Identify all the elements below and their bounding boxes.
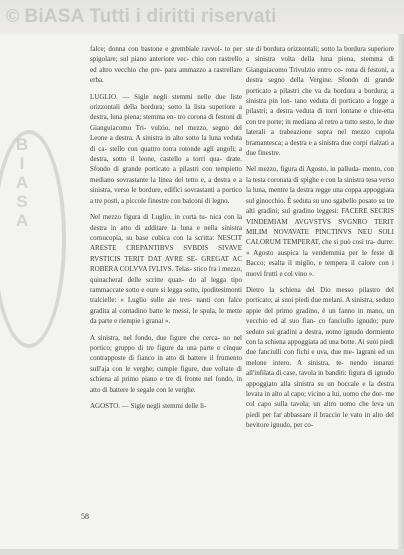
paragraph: falce; donna con bastone e grembiale ravvol- to per spigolare; sul piano anteriore vec- chio con rastrello ed altro vecchio che pre- para ammazzo a rastrellare erba. [90,45,242,85]
left-text-column [90,44,242,411]
watermark-text [6,6,277,28]
page-number: 58 [81,512,89,521]
stamp-letter: A [15,173,29,192]
paragraph: Dietro la schiena del Dio messo pilastro del porticato; ai suoi piedi due melani. A sinistra, seduto appie del primo gradino, è un fanno in mano, un vecchio ed al suo fian- co fanciullo ignudo; pure seduto sui gradini a destra, uomo ignudo dormiente con la schiena appoggiata ad una botte. Ai suoi piedi due fanciulli con fichi e uva, due me- lagrani ed un melone intero. A sinistra, te- nendo innanzi all'infilata di case, tavola in banditi: figura di ignudo appoggiato alla sinistra su un boccale e la destra levata in alto al capo; vicino a lui, uomo che dor- me col capo sulla tavola; un altro uomo che leva un piedi per far abbassare il braccio le vato in alto del bevitore ignudo, per co- [246,285,394,430]
paragraph: ste di bordura orizzontali; sotto la bordura superiore a sinistra volta della luna piena, stemma di Gianguiacomo Trivulzio entro co- rona di festoni, a destra segno della Vergine. Sfondo di grande porticato a pilastri che va da bordura a bordura; a sinistra pin lon- tano veduta di porticato a logge a pilastri; a destra veduta di torri lontane e chie-etta con tre porte; in mediana al retro a tutto sesto, le due laterali a trabeazione sopra nel mezzo cupola bramantesca; a destra e a sinistra due corpi rialzati a due finestre. [246,45,394,158]
paragraph: Nel mezzo figura di Luglio, in corta tu- nica con la destra in atto di additare la luna e nella sinistra cornucopia, su base cubica con la scritta: NESCIT ARESTE CREPANTIBVS SVBDIS SIVAVE RVSTICIS TERIT DAT AVRE SE- GREGAT AC ROBERA COLVVA IVLIVS. Telas- stico fra i mezzo, quinacheral delle scritte quan- do al legga tipo rammaccate sotto e oure si legga sotto, ipoditesimonti tralcielle: « Luglio sulle aie tres- nanti con falce gradita al contadino batte le messi, le spula, le mette da parte e riempie i granai ». [90,213,243,326]
stamp-letter: I [19,154,25,173]
stamp-letter: A [15,211,29,230]
paragraph-luglio: LUGLIO. — Sigle negli stemmi nelle due liste orizzontali della bordura; sotto la lista superiore a destra, luna piena; stemma en- tro corona di festoni di Gianguiacomo Tri- vulzio, nel mezzo, segno del Leone a destra. A sinistra in alto sotto la luna veduta di ca- stello con quattro torra rotonde agli angoli; a destra, sotto il leone, castello a torri qua- drate. Sfondo di grande porticato a pilastri con tempietto mediano sovrastante la linea del tetto e, a destra e a sinistra, verso le bordure, edifici sovrastanti a portico a tre posti, a piccole finestre con balconi di legno. [90,92,242,205]
right-text-column [246,44,394,431]
paragraph: A sinistra, nel fondo, due figure che cerca- no nel portico; gruppo di tre figure da una parte e cinque contrapposte di fianco in atto di battere il frumento sull'aja con le verghe; cumpie figure, due voltate di schiena al primo piano e tre di fronte nel fondo, in atto di battere le segale con le verghe. [90,333,242,394]
stamp-lettering [4,135,40,230]
page-edge-right [398,34,404,555]
paragraph-agosto: AGOSTO. — Sigle negli stemmi delle li- [90,402,207,410]
stamp-letter: S [16,192,28,211]
stamp-letter: B [15,135,29,154]
watermark-label: BiASA Tutti i diritti riservati [24,6,277,27]
page-edge-bottom [0,549,404,555]
copyright-icon: © [6,6,20,26]
paragraph: Nel mezzo, figura di Agosto, in palluda- mento, con la testa coronata di spighe e con la sinistra tesa verso la luna, mentre la destra regge una coppa appoggiata sul ginocchio. È seduta su uno sgabello posato su tre alti gradini; sul gradino leggesi: FACERE SECRIS VINDEMIAM AVGVSTVS SVGNRO TERIT MILIM NOVAVATE PINCTINVS NEU SOLI CALORUM TEMPERAT, che si può così tra- durre: « Agosto auspica la vendemmia per le feste di Bacco; esalta il miglio, e tempera il calore con i nuovi frutti e col vino ». [246,165,394,278]
watermark-banner [0,0,404,34]
